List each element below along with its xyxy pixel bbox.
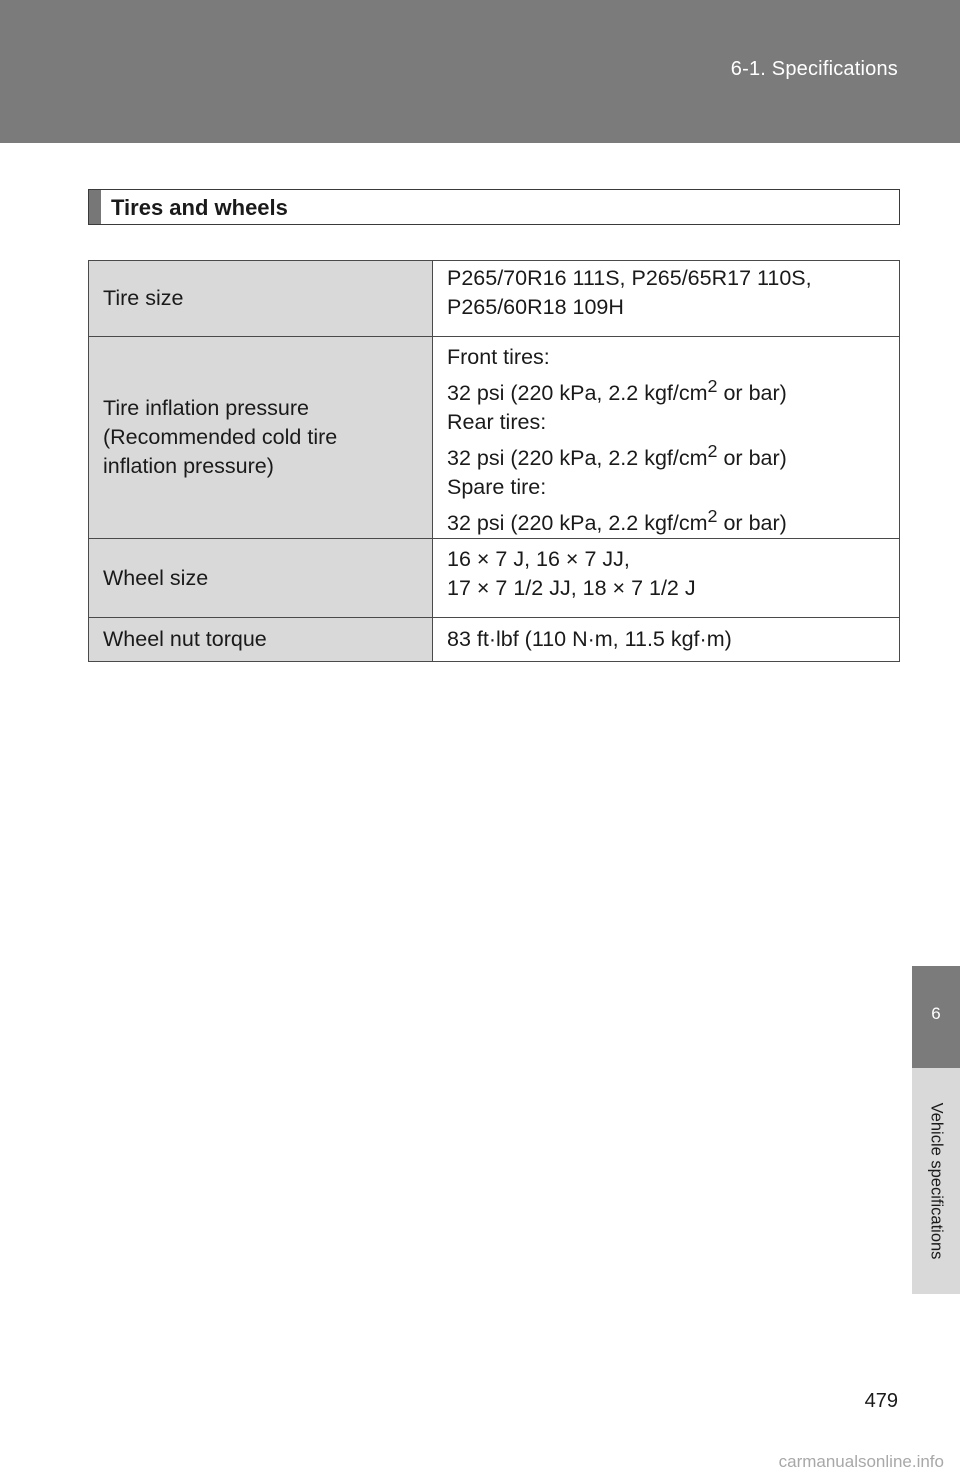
- front-tires-heading: Front tires:: [447, 345, 550, 369]
- pressure-text: 32 psi (220 kPa, 2.2 kgf/cm: [447, 511, 708, 536]
- page-number: 479: [864, 1390, 898, 1412]
- superscript: 2: [707, 506, 718, 527]
- watermark: carmanualsonline.info: [778, 1452, 944, 1471]
- specifications-table: [88, 260, 900, 662]
- label-line: Tire size: [103, 286, 184, 310]
- table-row: [89, 261, 900, 337]
- row-value-tire-size: [433, 261, 900, 337]
- chapter-tab[interactable]: [912, 966, 960, 1068]
- spare-tire-pressure: [447, 502, 885, 538]
- pressure-text: 32 psi (220 kPa, 2.2 kgf/cm: [447, 446, 708, 471]
- row-value-tire-inflation-pressure: [433, 337, 900, 539]
- superscript: 2: [707, 376, 718, 396]
- superscript: 2: [707, 441, 718, 462]
- row-value-wheel-size: [433, 539, 900, 618]
- rear-tires-heading: Rear tires:: [447, 410, 547, 435]
- label-line: inflation pressure): [103, 454, 274, 479]
- pressure-suffix: or bar): [717, 511, 787, 536]
- label-line: Tire inflation pressure: [103, 396, 309, 421]
- section-header: 6-1. Specifications: [730, 58, 898, 80]
- chapter-number: 6: [931, 1004, 941, 1023]
- chapter-label: Vehicle specifications: [927, 1102, 946, 1260]
- value-line: P265/70R16 111S, P265/65R17 110S,: [447, 266, 812, 290]
- rear-tires-pressure: [447, 437, 885, 473]
- value-line: 17 × 7 1/2 JJ, 18 × 7 1/2 J: [447, 576, 696, 601]
- row-label-wheel-nut-torque: [89, 618, 433, 662]
- label-line: Wheel size: [103, 565, 209, 590]
- section-title-bar: [88, 189, 900, 225]
- value-line: 83 ft·lbf (110 N·m, 11.5 kgf·m): [447, 627, 732, 652]
- label-line: Wheel nut torque: [103, 627, 267, 652]
- row-label-tire-inflation-pressure: [89, 337, 433, 539]
- table-row: [89, 337, 900, 539]
- chapter-label-strip[interactable]: [912, 1068, 960, 1294]
- table-row: [89, 618, 900, 662]
- row-label-tire-size: [89, 261, 433, 337]
- spare-tire-heading: Spare tire:: [447, 475, 547, 500]
- table-row: [89, 539, 900, 618]
- row-label-wheel-size: [89, 539, 433, 618]
- header-band: [0, 0, 960, 143]
- value-line: P265/60R18 109H: [447, 295, 624, 319]
- row-value-wheel-nut-torque: [433, 618, 900, 662]
- front-tires-pressure: [447, 372, 885, 408]
- pressure-suffix: or bar): [717, 446, 787, 471]
- pressure-suffix: or bar): [717, 381, 787, 406]
- title-accent-bar: [89, 190, 101, 224]
- value-line: 16 × 7 J, 16 × 7 JJ,: [447, 547, 630, 572]
- pressure-text: 32 psi (220 kPa, 2.2 kgf/cm: [447, 381, 708, 406]
- label-line: (Recommended cold tire: [103, 425, 338, 450]
- section-title: Tires and wheels: [111, 195, 288, 220]
